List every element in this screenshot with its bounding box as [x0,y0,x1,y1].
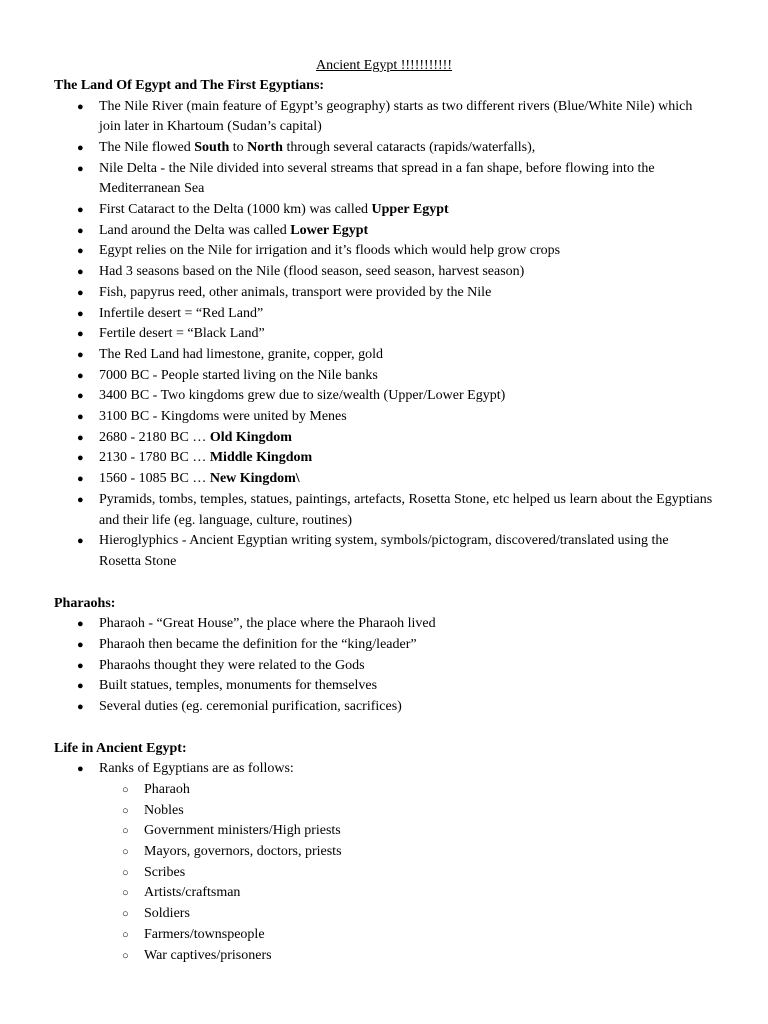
document-body [54,76,714,966]
bullet-item [54,221,714,242]
bullet-item [54,759,714,780]
bullet-item [54,448,714,469]
bullet-item [54,324,714,345]
text-run: Egypt relies on the Nile for irrigation and it’s floods which would help grow crops [99,243,561,259]
text-run: through several cataracts (rapids/waterfalls), [282,139,536,155]
bullet-item [54,386,714,407]
section-heading: Life in Ancient Egypt: [54,740,187,756]
text-run: Fish, papyrus reed, other animals, transport were provided by the Nile [99,284,492,300]
bullet-item [54,676,714,697]
text-run: Pharaohs thought they were related to the Gods [99,657,365,673]
text-run: 3100 BC - Kingdoms were united by Menes [99,409,347,425]
sub-bullet-item: ○ Nobles [54,801,714,822]
text-run: 1560 - 1085 BC … [99,471,210,487]
bullet-item [54,304,714,325]
bullet-item [54,635,714,656]
text-run: Land around the Delta was called [99,222,291,238]
bullet-item [54,407,714,428]
sub-bullet-item: ○ Mayors, governors, doctors, priests [54,842,714,863]
bold-text: South [194,139,230,155]
bold-text: Lower Egypt [290,222,369,238]
text-run: Pyramids, tombs, temples, statues, paintings, artefacts, Rosetta Stone, etc helped us learn about the Egyptians and their life (eg. language, culture, routines) [99,491,713,528]
text-run: First Cataract to the Delta (1000 km) was called [99,202,372,218]
text-run: 7000 BC - People started living on the Nile banks [99,367,378,383]
text-run: Several duties (eg. ceremonial purification, sacrifices) [99,698,402,714]
text-run: Nile Delta - the Nile divided into several streams that spread in a fan shape, before flowing into the Mediterranean Sea [99,160,655,197]
text-run: 2130 - 1780 BC … [99,450,210,466]
sub-bullet-item: ○ Pharaoh [54,780,714,801]
bold-text: New Kingdom\ [209,471,300,487]
bullet-item [54,283,714,304]
text-run: Hieroglyphics - Ancient Egyptian writing system, symbols/pictogram, discovered/translated using the Rosetta Stone [99,533,669,569]
bold-text: Old Kingdom [209,429,292,445]
bullet-item [54,366,714,387]
text-run: 2680 - 2180 BC … [99,429,210,445]
text-run: Pharaoh then became the definition for the “king/leader” [99,636,417,652]
sub-bullet-item: ○ War captives/prisoners [54,946,714,967]
bullet-list [54,614,714,718]
sub-bullet-item: ○ Artists/craftsman [54,883,714,904]
bold-text: North [247,139,283,155]
bullet-item [54,241,714,262]
bullet-item [54,469,714,490]
bullet-item [54,428,714,449]
text-run: 3400 BC - Two kingdoms grew due to size/wealth (Upper/Lower Egypt) [99,388,506,404]
sub-bullet-list [54,780,714,966]
section-heading: Pharaohs: [54,595,116,611]
text-run: The Nile River (main feature of Egypt’s geography) starts as two different rivers (Blue/White Nile) which join later in Khartoum (Sudan’s capital) [99,98,693,135]
sub-bullet-item: ○ Scribes [54,863,714,884]
bullet-item [54,200,714,221]
bullet-item [54,159,714,200]
sub-bullet-item: ○ Farmers/townspeople [54,925,714,946]
bullet-item [54,614,714,635]
bullet-item [54,97,714,138]
text-run: Pharaoh - “Great House”, the place where the Pharaoh lived [99,616,436,632]
bullet-item [54,697,714,718]
sub-bullet-item: ○ Government ministers/High priests [54,821,714,842]
bullet-list [54,97,714,573]
text-run: Ranks of Egyptians are as follows: [99,761,294,777]
section-spacer [54,718,714,739]
bullet-item [54,262,714,283]
bullet-item [54,656,714,677]
text-run: Had 3 seasons based on the Nile (flood season, seed season, harvest season) [99,264,525,280]
bullet-item [54,531,714,572]
section-spacer [54,573,714,594]
text-run: The Nile flowed [99,139,195,155]
bullet-list [54,759,714,780]
text-run: Built statues, temples, monuments for themselves [99,678,378,694]
document-page [54,56,714,966]
bullet-item [54,490,714,531]
bullet-item [54,345,714,366]
text-run: Fertile desert = “Black Land” [99,326,265,342]
section-heading: The Land Of Egypt and The First Egyptians: [54,78,325,93]
text-run: The Red Land had limestone, granite, copper, gold [99,346,384,362]
bold-text: Upper Egypt [371,202,449,218]
sub-bullet-item: ○ Soldiers [54,904,714,925]
bullet-item [54,138,714,159]
text-run: Infertile desert = “Red Land” [99,305,264,321]
bold-text: Middle Kingdom [209,450,313,466]
text-run: to [229,139,248,155]
document-title: Ancient Egypt !!!!!!!!!!! [315,58,453,73]
